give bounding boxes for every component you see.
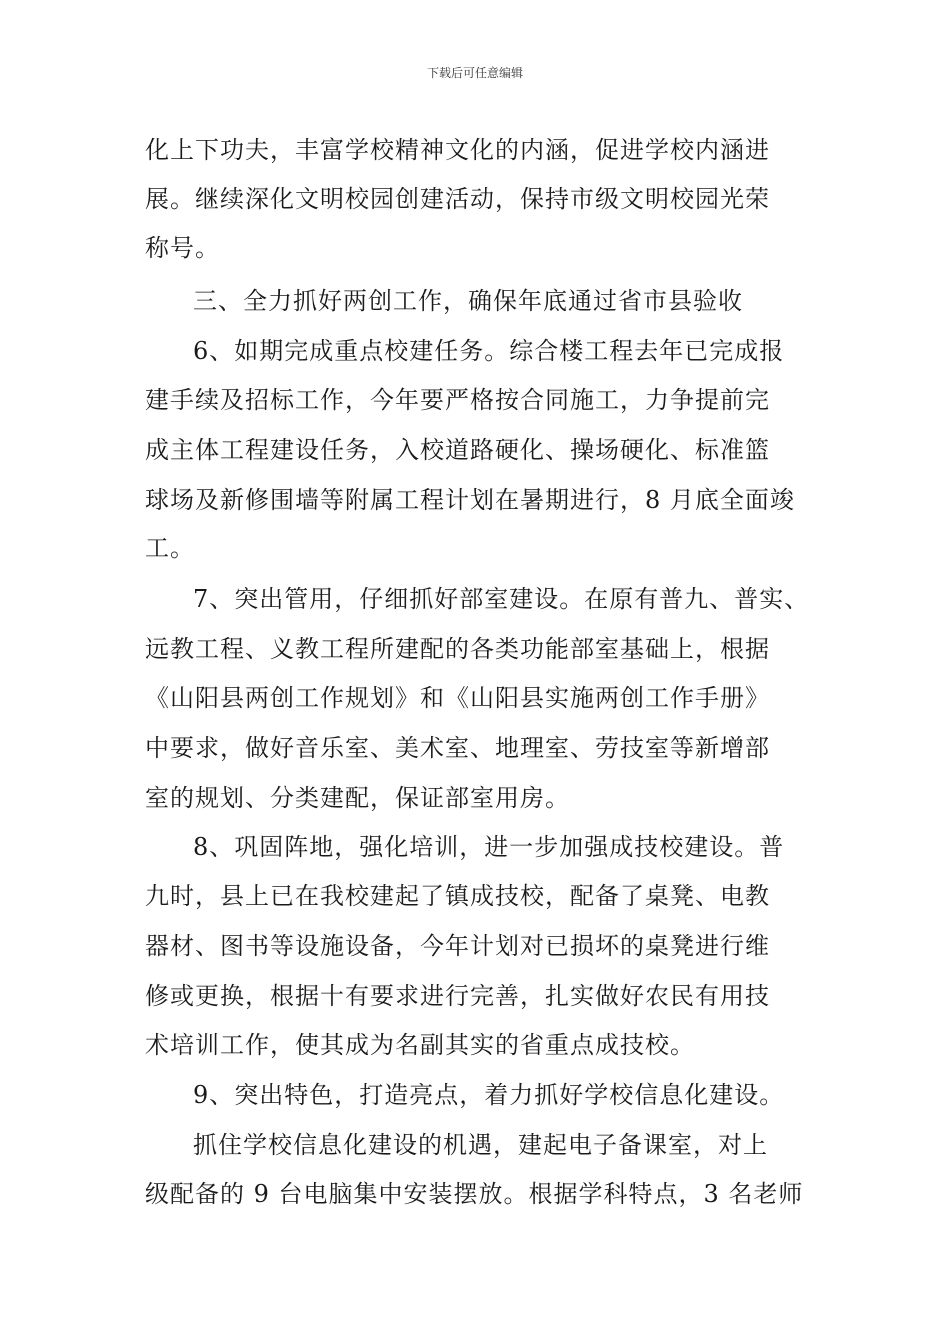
- paragraph-start: 8、巩固阵地，强化培训，进一步加强成技校建设。普: [193, 833, 785, 861]
- text-line: 室的规划、分类建配，保证部室用房。: [145, 784, 570, 812]
- text-line: 化上下功夫，丰富学校精神文化的内涵，促进学校内涵进: [145, 136, 770, 164]
- text-line: 九时，县上已在我校建起了镇成技校，配备了桌凳、电教: [145, 882, 770, 910]
- page-header: 下载后可任意编辑: [426, 66, 523, 80]
- paragraph-start: 抓住学校信息化建设的机遇，建起电子备课室，对上: [193, 1131, 768, 1159]
- text-line: 中要求，做好音乐室、美术室、地理室、劳技室等新增部: [145, 734, 770, 762]
- text-line: 术培训工作，使其成为名副其实的省重点成技校。: [145, 1031, 695, 1059]
- paragraph-start: 7、突出管用，仔细抓好部室建设。在原有普九、普实、: [193, 585, 810, 613]
- text-line: 球场及新修围墙等附属工程计划在暑期进行，8 月底全面竣: [145, 486, 795, 514]
- paragraph-start: 9、突出特色，打造亮点，着力抓好学校信息化建设。: [193, 1081, 785, 1109]
- text-line: 称号。: [145, 234, 220, 262]
- text-line: 器材、图书等设施设备，今年计划对已损坏的桌凳进行维: [145, 932, 770, 960]
- text-line: 修或更换，根据十有要求进行完善，扎实做好农民有用技: [145, 982, 770, 1010]
- text-line: 工。: [145, 534, 195, 562]
- paragraph-start: 6、如期完成重点校建任务。综合楼工程去年已完成报: [193, 337, 785, 365]
- text-line: 级配备的 9 台电脑集中安装摆放。根据学科特点，3 名老师: [145, 1180, 804, 1208]
- text-line: 展。继续深化文明校园创建活动，保持市级文明校园光荣: [145, 185, 770, 213]
- text-line: 成主体工程建设任务，入校道路硬化、操场硬化、标准篮: [145, 436, 770, 464]
- section-heading: 三、全力抓好两创工作，确保年底通过省市县验收: [193, 287, 743, 315]
- text-line: 《山阳县两创工作规划》和《山阳县实施两创工作手册》: [145, 684, 770, 712]
- text-line: 远教工程、义教工程所建配的各类功能部室基础上，根据: [145, 635, 770, 663]
- text-line: 建手续及招标工作，今年要严格按合同施工，力争提前完: [145, 386, 770, 414]
